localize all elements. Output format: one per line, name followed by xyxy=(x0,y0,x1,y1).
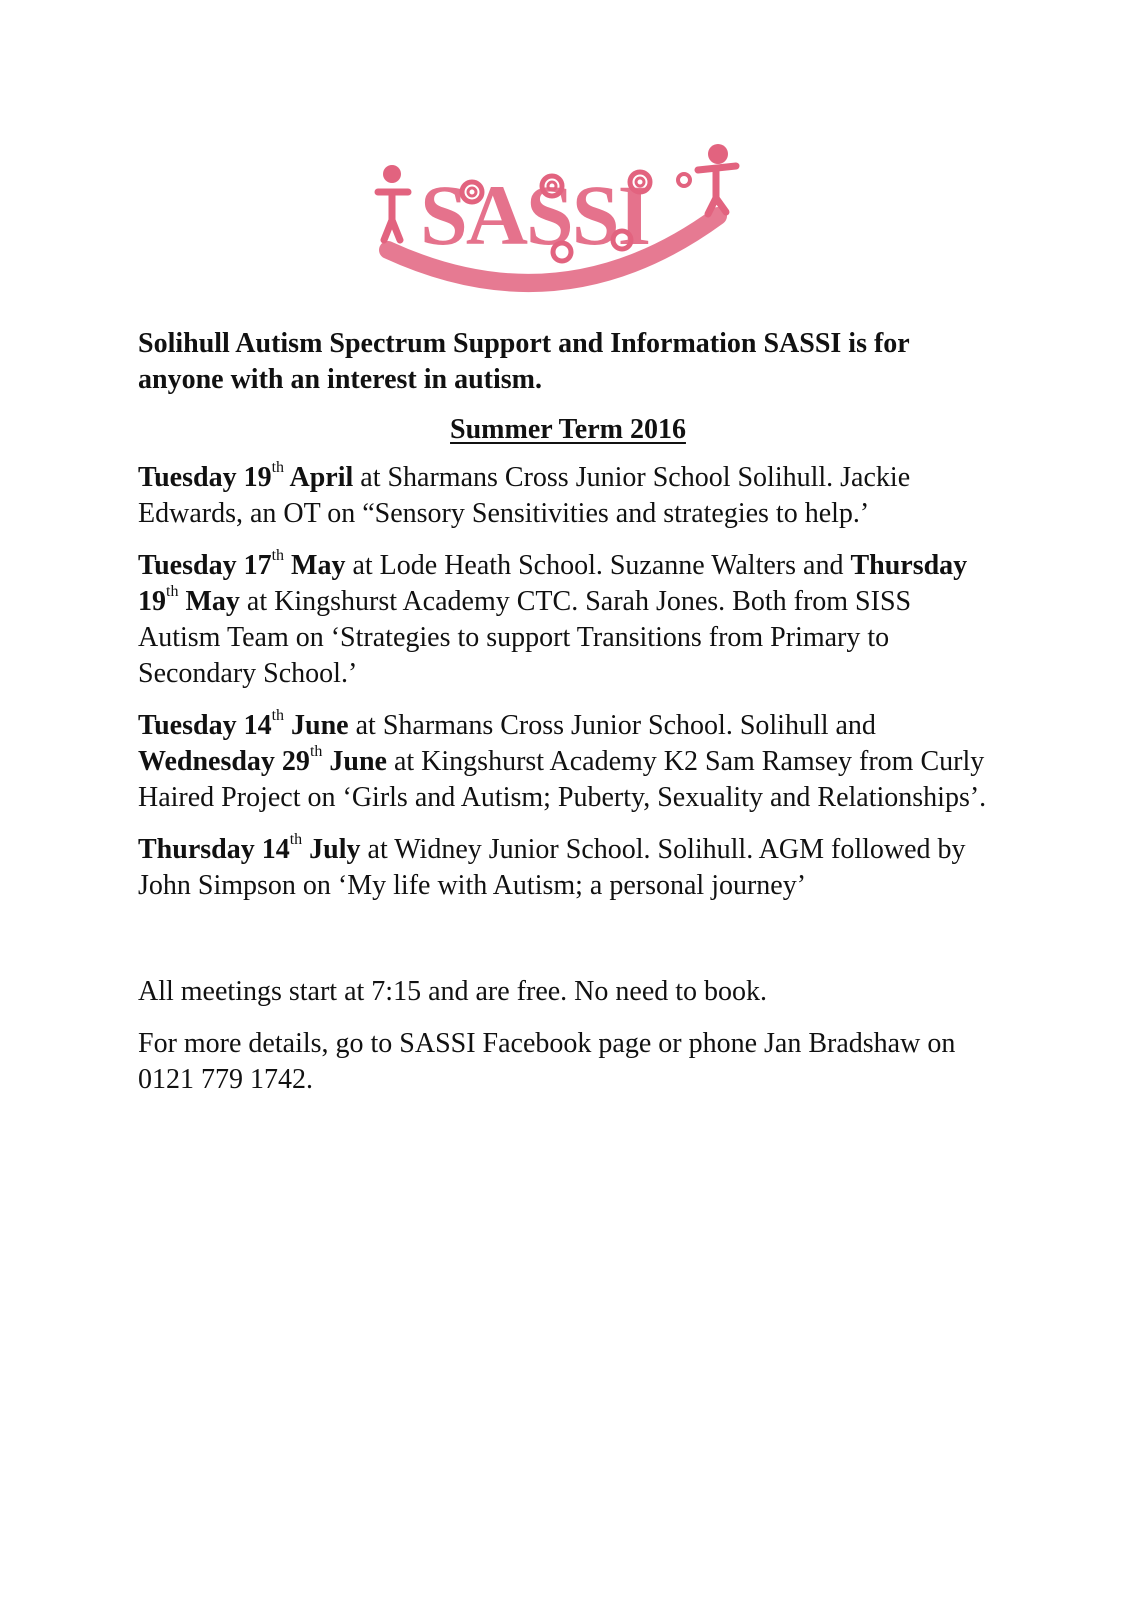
meetings-note: All meetings start at 7:15 and are free. No need to book. xyxy=(138,976,768,1007)
sassi-logo-text: SASSI xyxy=(420,167,650,263)
event-april: Tuesday 19th April at Sharmans Cross Junior School Solihull. Jackie Edwards, an OT on “Sensory Sensitivities and strategies to help.’ xyxy=(138,458,911,529)
spacer xyxy=(138,920,998,974)
event-may: Tuesday 17th May at Lode Heath School. Suzanne Walters and Thursday 19th May at Kingshurst Academy CTC. Sarah Jones. Both from SISS Autism Team on ‘Strategies to support Transitions from Primary to Secondary School.’ xyxy=(138,546,968,689)
document-body xyxy=(138,326,998,1114)
event-june: Tuesday 14th June at Sharmans Cross Junior School. Solihull and Wednesday 29th June at Kingshurst Academy K2 Sam Ramsey from Curly Haired Project on ‘Girls and Autism; Puberty, Sexuality and Relationships’. xyxy=(138,706,987,813)
intro-text: Solihull Autism Spectrum Support and Information SASSI is for anyone with an interest in autism. xyxy=(138,328,910,395)
contact-details: For more details, go to SASSI Facebook page or phone Jan Bradshaw on 0121 779 1742. xyxy=(138,1028,956,1095)
term-heading: Summer Term 2016 xyxy=(450,414,686,445)
event-july: Thursday 14th July at Widney Junior School. Solihull. AGM followed by John Simpson on ‘My life with Autism; a personal journey’ xyxy=(138,830,966,901)
sassi-logo xyxy=(372,140,752,300)
sassi-logo-graphic xyxy=(372,140,752,300)
